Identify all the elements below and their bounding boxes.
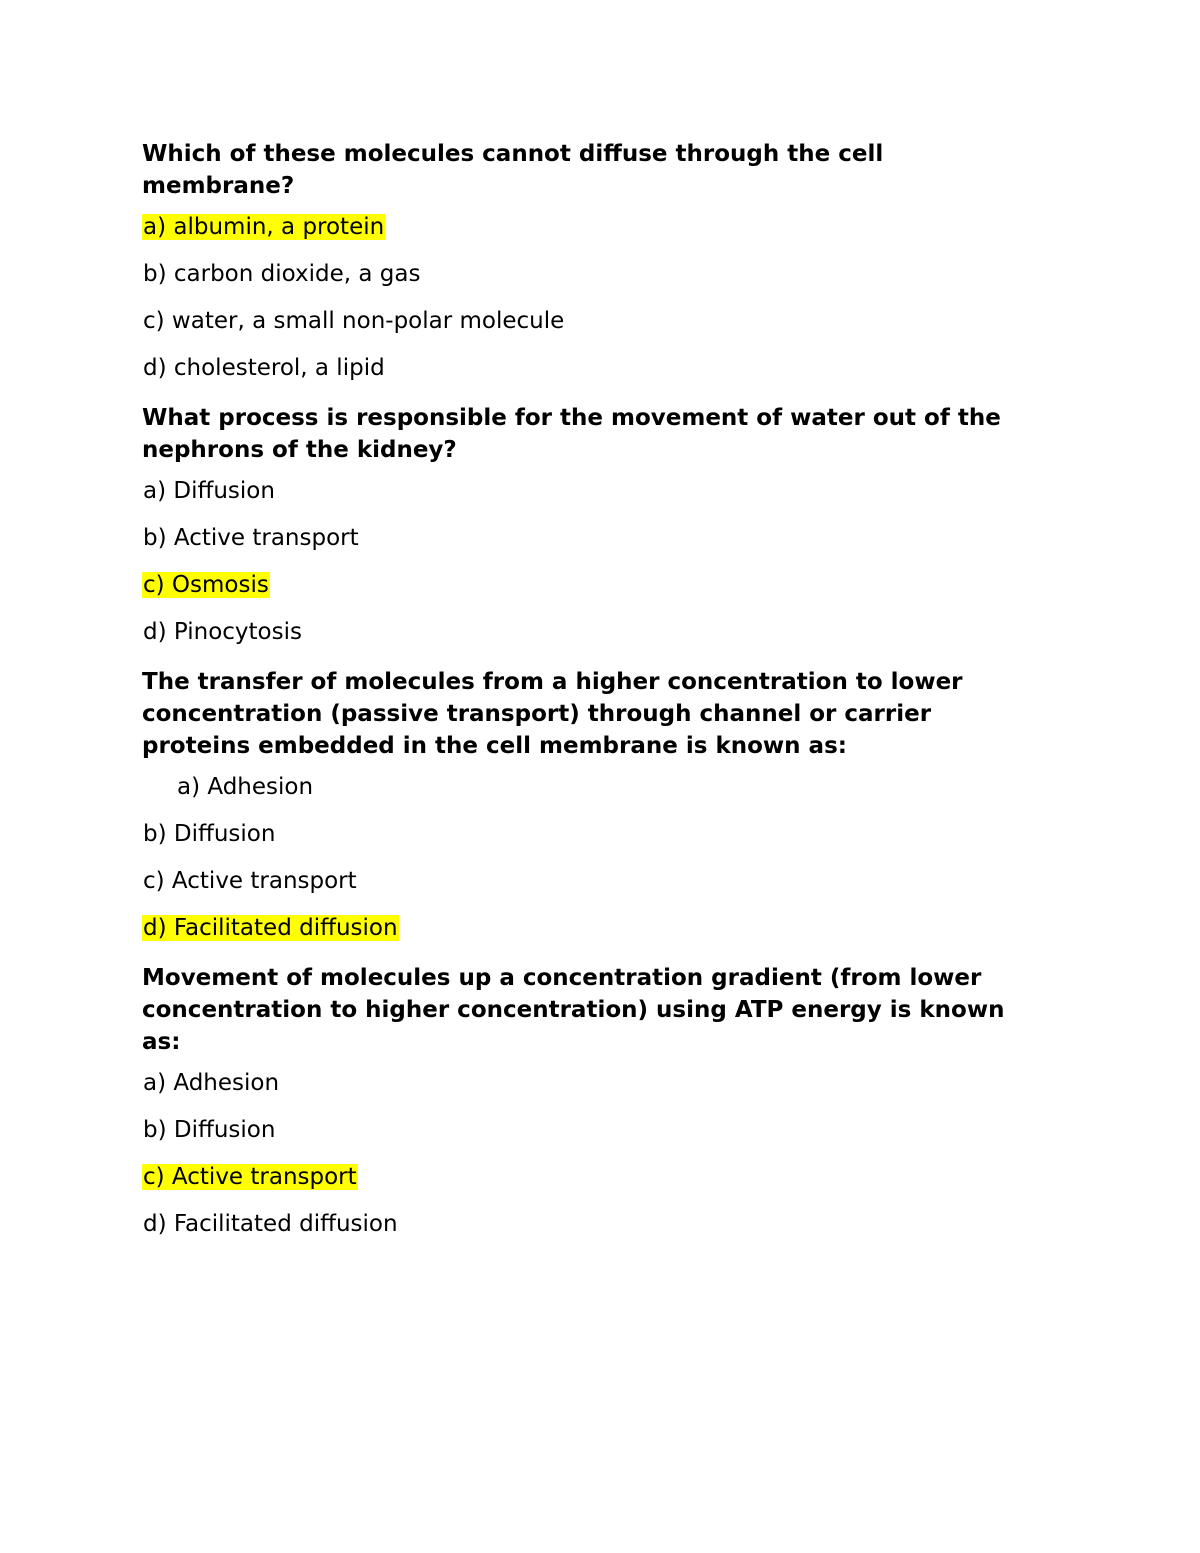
question-block <box>142 962 1062 1238</box>
answer-option-text: d) Facilitated diffusion <box>143 915 398 941</box>
answer-option-text: c) Active transport <box>143 1164 357 1190</box>
question-text: The transfer of molecules from a higher concentration to lower concentration (passive transport) through channel or carrier proteins embedded in the cell membrane is known as: <box>142 669 963 759</box>
answer-option-text: a) Diffusion <box>143 478 275 504</box>
answer-option-text: b) Active transport <box>143 525 359 551</box>
answer-option-text: c) Active transport <box>143 868 357 894</box>
answer-option <box>142 525 1062 552</box>
answer-option-text: d) cholesterol, a lipid <box>143 355 385 381</box>
answer-option <box>142 214 1062 241</box>
question-block <box>142 402 1062 646</box>
answer-option <box>142 1164 1062 1191</box>
answer-option-text: b) carbon dioxide, a gas <box>143 261 421 287</box>
answer-option-text: b) Diffusion <box>143 821 276 847</box>
answer-option <box>142 355 1062 382</box>
answer-option <box>142 261 1062 288</box>
answer-option-text: d) Facilitated diffusion <box>143 1211 398 1237</box>
answer-option <box>142 619 1062 646</box>
answer-option <box>142 308 1062 335</box>
question-text: What process is responsible for the movement of water out of the nephrons of the kidney? <box>142 405 1001 463</box>
answer-option-text: a) Adhesion <box>177 774 314 800</box>
answer-option <box>142 572 1062 599</box>
answer-option-text: d) Pinocytosis <box>143 619 302 645</box>
document-page <box>142 138 1062 1258</box>
answer-option <box>142 1070 1062 1097</box>
answer-option-text: a) albumin, a protein <box>143 214 385 240</box>
answer-option-text: b) Diffusion <box>143 1117 276 1143</box>
answer-option <box>142 821 1062 848</box>
answer-option <box>142 1117 1062 1144</box>
answer-option <box>142 915 1062 942</box>
question-text: Movement of molecules up a concentration gradient (from lower concentration to higher concentration) using ATP energy is known as: <box>142 965 1005 1055</box>
answer-option <box>142 478 1062 505</box>
question-text: Which of these molecules cannot diffuse through the cell membrane? <box>142 141 884 199</box>
answer-option-text: c) Osmosis <box>143 572 269 598</box>
answer-option-text: a) Adhesion <box>143 1070 280 1096</box>
answer-option <box>142 774 1062 801</box>
question-block <box>142 138 1062 382</box>
answer-option <box>142 1211 1062 1238</box>
answer-option-text: c) water, a small non-polar molecule <box>143 308 565 334</box>
answer-option <box>142 868 1062 895</box>
question-block <box>142 666 1062 942</box>
